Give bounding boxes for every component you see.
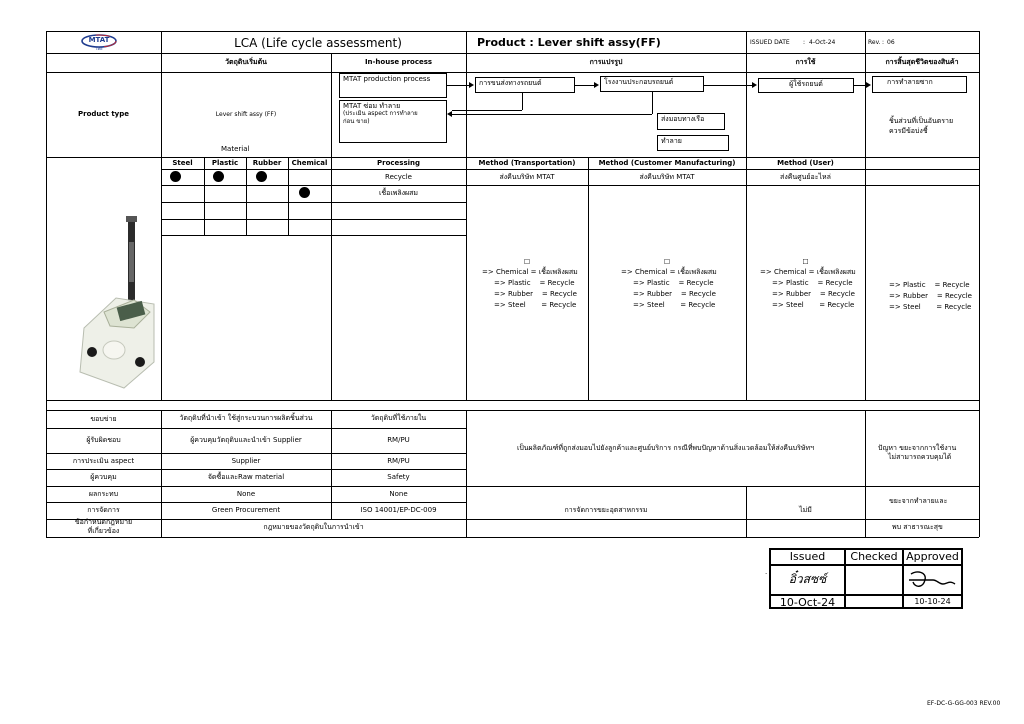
user-text: ผู้ใช้รถยนต์ [789,80,823,88]
stage-inhouse: In-house process [364,58,433,66]
sig-checked-header: Checked [850,550,898,563]
recycle-plastic: => Plastic = Recycle [633,279,714,287]
row-label-impact: ผลกระทบ [88,490,119,498]
revision-label: Rev. [868,39,881,46]
product-type-value: Lever shift assy (FF) [215,111,277,118]
recycle-plastic: => Plastic = Recycle [889,281,970,289]
row-label-responsible: ผู้รับผิดชอบ [86,436,121,444]
processing-fuel: เชื้อเพลิงผสม [378,189,419,197]
sig-issued-date: 10-Oct-24 [779,596,836,609]
row-inhouse-controller: Safety [387,473,410,481]
recycle-steel: => Steel = Recycle [889,303,972,311]
recycle-marker: ☐ [802,258,809,266]
revision-sep: : [882,39,885,46]
product-title: Product : Lever shift assy(FF) [477,36,661,49]
recycle-rubber: => Rubber = Recycle [889,292,972,300]
col-method-user: Method (User) [777,159,834,167]
recycle-chemical: => Chemical = เชื้อเพลิงผสม [482,268,578,276]
rubber-mark [256,171,267,182]
disposal-box [872,76,967,93]
stage-use: การใช้ [795,58,816,66]
merged-return-note: เป็นผลิตภัณฑ์ที่ถูกส่งมอบไปยังลูกค้าและศูนย์บริการ กรณีที่พบปัญหาด้านสิ่งแวดล้อมให้ส่งคืนบริษัทฯ [516,444,815,452]
revision-value: 06 [887,39,895,46]
product-type-label: Product type [78,110,129,118]
row-raw-responsible: ผู้ควบคุมวัตถุดิบและนำเข้า Supplier [190,436,302,444]
eol-note-line2: ควรมีข้อบ่งชี้ [889,127,928,135]
recycle-plastic: => Plastic = Recycle [494,279,575,287]
recycle-rubber: => Rubber = Recycle [772,290,855,298]
recycle-chemical: => Chemical = เชื้อเพลิงผสม [760,268,856,276]
recycle-steel: => Steel = Recycle [772,301,855,309]
stage-processing: การแปรรูป [589,58,623,66]
recycle-marker: ☐ [523,258,531,266]
recycle-block-transport [466,258,588,311]
processing-recycle: Recycle [385,173,412,181]
ship-box [657,113,725,130]
customer-method: ส่งคืนบริษัท MTAT [639,173,695,181]
row-raw-scope: วัตถุดิบที่นำเข้า ใช้สู่กระบวนการผลิตชิ้นส่วน [179,414,313,422]
factory-box [600,76,704,92]
row-label-scope: ขอบข่าย [90,415,117,423]
mtat-repair-line3: ก่อน ขาย) [343,118,370,125]
eol-note-line1: ชิ้นส่วนที่เป็นอันตราย [889,117,954,125]
row-inhouse-responsible: RM/PU [387,436,410,444]
issued-date-label: ISSUED DATE [750,39,790,46]
form-title: LCA (Life cycle assessment) [234,36,402,50]
col-method-transport: Method (Transportation) [478,159,576,167]
transport-box [475,77,575,93]
sig-approved-date: 10-10-24 [914,597,951,606]
recycle-block-user [746,258,865,311]
recycle-block-customer [588,258,746,311]
row-raw-management: Green Procurement [211,506,281,514]
recycle-plastic: => Plastic = Recycle [772,279,853,287]
recycle-steel: => Steel = Recycle [633,301,716,309]
row-inhouse-scope: วัตถุดิบที่ใช้ภายใน [370,414,427,422]
destroy-text: ทำลาย [661,137,682,145]
sig-approved-signature [907,568,959,592]
col-rubber: Rubber [252,159,282,167]
mtat-repair-box [339,100,447,143]
stage-end-of-life: การสิ้นสุดชีวิตของสินค้า [885,58,959,66]
destroy-box [657,135,729,151]
transport-method: ส่งคืนบริษัท MTAT [499,173,555,181]
mtat-production-box [339,73,447,98]
logo-text: MTAT [88,36,110,44]
mtat-production-text: MTAT production process [343,75,431,83]
eol-upper-line2: ไม่สามารถควบคุมได้ [888,453,952,461]
col-method-customer: Method (Customer Manufacturing) [598,159,736,167]
col-chemical: Chemical [291,159,328,167]
sig-issued-signature: อิ๋วสซซ์ [788,572,827,586]
document-code: EF-DC-G-GG-003 REV.00 [927,700,1001,707]
ship-text: ส่งมอบทางเรือ [661,115,705,123]
row-raw-controller: จัดซื้อและRaw material [207,473,285,481]
use-lower-none: ไม่มี [799,506,812,514]
sig-approved-header: Approved [906,550,959,563]
mtat-repair-line1: MTAT ซ่อม ทำลาย [343,102,401,110]
recycle-block-eol [865,280,979,313]
user-box [758,78,854,93]
eol-upper-line1: ปัญหา ขยะจากการใช้งาน [878,444,957,452]
material-label: Material [221,145,250,153]
company-logo [80,34,118,51]
col-processing: Processing [376,159,420,167]
row-inhouse-impact: None [389,490,408,498]
user-method: ส่งคืนศูนย์อะไหล่ [780,173,831,181]
row-raw-impact: None [236,490,256,498]
eol-lower-line2: พบ สาธารณะสุข [892,523,943,531]
row-label-aspect: การประเมิน aspect [72,457,135,465]
recycle-rubber: => Rubber = Recycle [494,290,577,298]
transport-text: การขนส่งทางรถยนต์ [479,79,542,87]
merged-industrial-waste: การจัดการขยะอุตสาหกรรม [564,506,648,514]
issued-date-value: 4-Oct-24 [809,39,836,46]
row-law-value: กฎหมายของวัตถุดิบในการนำเข้า [263,523,364,531]
disposal-text: การทำลายซาก [887,78,933,86]
sig-issued-header: Issued [789,550,826,563]
chemical-mark [299,187,310,198]
recycle-rubber: => Rubber = Recycle [633,290,716,298]
row-raw-aspect: Supplier [231,457,261,465]
recycle-marker: ☐ [663,258,671,266]
mtat-repair-line2: (ประเมิน aspect การทำลาย [343,110,418,117]
row-label-management: การจัดการ [87,506,120,514]
row-inhouse-management: ISO 14001/EP-DC-009 [360,506,437,514]
row-label-law-line1: ข้อกำหนดกฎหมาย [74,518,133,526]
factory-text: โรงงานประกอบรถยนต์ [604,78,674,86]
row-inhouse-aspect: RM/PU [387,457,410,465]
plastic-mark [213,171,224,182]
row-label-controller: ผู้ควบคุม [90,473,117,481]
stage-raw-material: วัตถุดิบเริ่มต้น [225,58,267,66]
signature-dot: . [765,568,768,576]
recycle-steel: => Steel = Recycle [494,301,577,309]
logo-subtext: ไทย [95,46,103,51]
signature-table [769,548,963,609]
col-plastic: Plastic [211,159,239,167]
eol-lower-line1: ขยะจากทำลายและ [889,497,948,505]
issued-date-sep: : [803,39,806,46]
steel-mark [170,171,181,182]
row-label-law-line2: ที่เกี่ยวข้อง [87,527,120,535]
recycle-chemical: => Chemical = เชื้อเพลิงผสม [621,268,717,276]
product-image [74,212,162,390]
col-steel: Steel [172,159,193,167]
